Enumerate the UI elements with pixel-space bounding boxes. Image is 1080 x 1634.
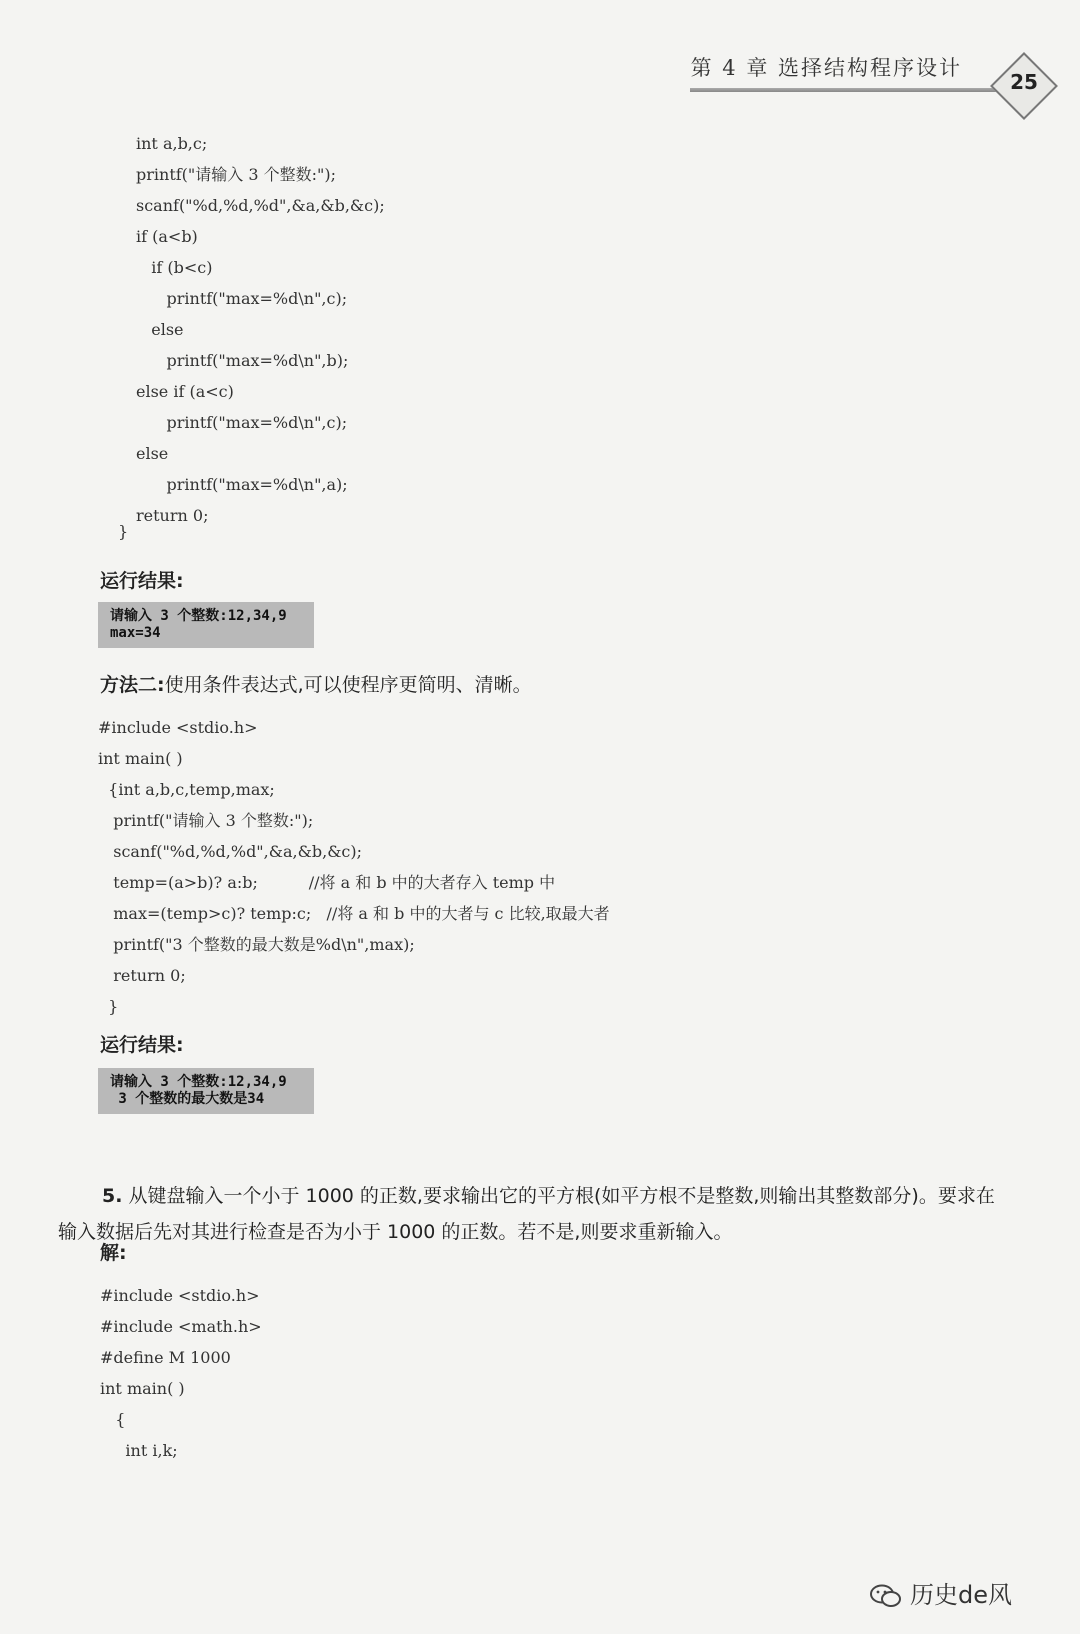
wechat-icon xyxy=(868,1583,904,1609)
result-label-1: 运行结果: xyxy=(100,570,184,592)
method2-text: 使用条件表达式,可以使程序更简明、清晰。 xyxy=(164,674,532,696)
watermark-text: 历史de风 xyxy=(910,1581,1012,1609)
problem-5 xyxy=(58,1178,998,1250)
result-label-2: 运行结果: xyxy=(100,1034,184,1056)
console-output-2: 请输入 3 个整数:12,34,9 3 个整数的最大数是34 xyxy=(98,1068,314,1114)
answer-label: 解: xyxy=(100,1242,127,1264)
problem-text: 从键盘输入一个小于 1000 的正数,要求输出它的平方根(如平方根不是整数,则输出其整数部分)。要求在输入数据后先对其进行检查是否为小于 1000 的正数。若不是,则要求重新输入。 xyxy=(58,1185,995,1243)
code-block-method2: #include <stdio.h> int main( ) {int a,b,c,temp,max; printf("请输入 3 个整数:"); scanf("%d,%d,%d",&a,&b,&c); temp=(a>b)? a:b; //将 a 和 b 中的大者存入 temp 中 max=(temp>c)? temp:c; //将 a 和 b 中的大者与 c 比较,取最大者 printf("3 个整数的最大数是%d\n",max); return 0; } xyxy=(98,718,610,1016)
code-block-problem5: #include <stdio.h> #include <math.h> #define M 1000 int main( ) { int i,k; xyxy=(100,1286,262,1460)
method2-line xyxy=(100,670,532,697)
code-block-method1: int a,b,c; printf("请输入 3 个整数:"); scanf("%d,%d,%d",&a,&b,&c); if (a<b) if (b<c) printf("max=%d\n",c); else printf("max=%d\n",b); else if (a<c) printf("max=%d\n",c); else printf("max=%d\n",a); return 0; xyxy=(136,134,385,525)
console-output-1: 请输入 3 个整数:12,34,9 max=34 xyxy=(98,602,314,648)
code-block-method1-close: } xyxy=(118,522,129,541)
header-rule xyxy=(690,88,1010,92)
problem-number: 5. xyxy=(102,1185,123,1207)
method2-label: 方法二: xyxy=(100,674,165,696)
watermark xyxy=(868,1575,1012,1610)
page-header xyxy=(0,0,1080,110)
chapter-title: 第 4 章 选择结构程序设计 xyxy=(690,56,962,80)
page-number: 25 xyxy=(1010,70,1038,94)
